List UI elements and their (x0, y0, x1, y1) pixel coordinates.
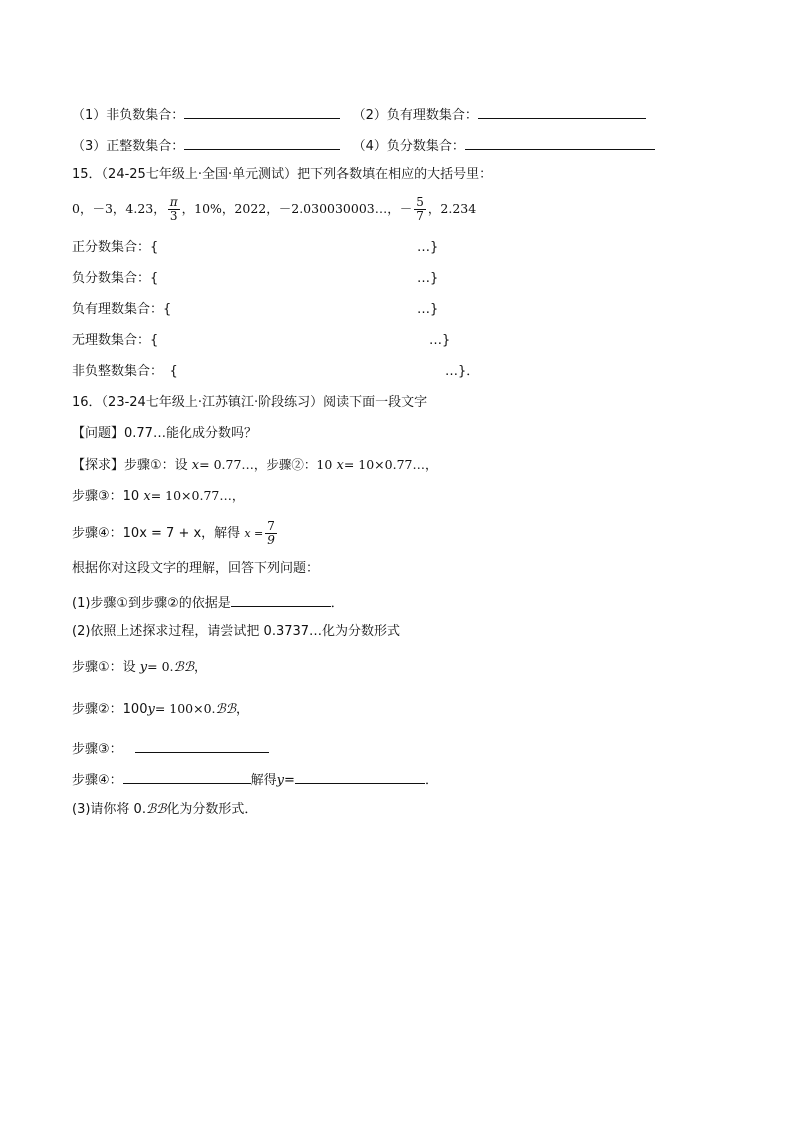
q16-part2-step2 (72, 700, 249, 719)
answer-blank-negative-fraction[interactable] (465, 135, 655, 150)
fraction-numerator: 7 (267, 519, 275, 533)
fraction-5-over-7 (414, 196, 426, 223)
q16-instruction: 根据你对这段文字的理解，回答下列问题： (72, 561, 320, 576)
fraction-pi-over-3 (168, 196, 180, 223)
variable-x: x (191, 458, 200, 473)
q16-step4 (72, 520, 279, 547)
answer-blank-step4[interactable] (123, 769, 251, 784)
comma: ， (193, 660, 207, 675)
q16-part2-step3 (72, 738, 269, 759)
set-label-negative-fraction: （4）负分数集合： (352, 139, 465, 154)
fraction-numerator: 5 (416, 195, 424, 209)
variable-x: x (143, 489, 151, 504)
variable-y: y (276, 773, 285, 788)
variable-x: x (336, 458, 344, 473)
explore-equation: = 0.77…，步骤②：10 (199, 457, 333, 472)
number-list-part-3: ，2.234 (427, 201, 477, 216)
answer-blank-negative-rational[interactable] (478, 104, 646, 119)
fraction-numerator: π (169, 195, 178, 209)
comma: ， (236, 702, 250, 717)
q16-part2-step4 (72, 769, 438, 790)
repeating-decimal-glyph: ℬℬ (173, 660, 194, 675)
variable-y: y (139, 660, 148, 675)
answer-blank-part1[interactable] (231, 592, 331, 607)
step-text: 步骤②：100 (72, 702, 148, 717)
set-label-positive-integer: （3）正整数集合： (72, 139, 185, 154)
set-ellipsis-close: …} (417, 271, 439, 286)
q15-number-list (72, 196, 476, 223)
q16-part3 (72, 801, 257, 819)
solve-text: 解得 (250, 773, 277, 788)
set-negative-rational (72, 301, 439, 319)
part3-text: 化为分数形式． (166, 802, 258, 817)
part1-text: (1)步骤①到步骤②的依据是 (72, 596, 231, 611)
q16-header: 16．（23-24七年级上·江苏镇江·阶段练习）阅读下面一段文字 (72, 395, 428, 410)
set-label-negative-rational: （2）负有理数集合： (352, 108, 478, 123)
set-nonnegative-integer (72, 363, 480, 381)
set-irrational (72, 332, 451, 350)
set-ellipsis-close: …}． (445, 364, 480, 379)
step3-equation: = 10×0.77…， (150, 488, 245, 503)
equals-sign: = (284, 773, 295, 788)
explore-equation: = 10×0.77…， (343, 457, 438, 472)
q16-explore (72, 456, 437, 475)
set-label-nonnegative: （1）非负数集合： (72, 108, 185, 123)
step-equation: = 0. (147, 659, 174, 674)
set-label: 非负整数集合： { (72, 364, 178, 379)
set-ellipsis-close: …} (429, 333, 451, 348)
set-label: 无理数集合：{ (72, 333, 159, 348)
period: ． (424, 773, 438, 788)
set-line-1 (72, 104, 646, 125)
set-label: 正分数集合：{ (72, 240, 159, 255)
part3-text: (3)请你将 0. (72, 802, 146, 817)
q16-part1 (72, 592, 344, 613)
fraction-7-over-9 (265, 520, 277, 547)
answer-blank-y[interactable] (295, 769, 425, 784)
fraction-denominator: 3 (169, 209, 178, 223)
repeating-decimal-glyph: ℬℬ (215, 702, 236, 717)
set-label: 负分数集合：{ (72, 271, 159, 286)
step-equation: = 100×0. (154, 701, 216, 716)
fraction-denominator: 7 (416, 209, 424, 223)
set-line-2 (72, 135, 655, 156)
q16-part2: (2)依照上述探求过程，请尝试把 0.3737…化为分数形式 (72, 624, 401, 639)
step-text: 步骤④： (72, 773, 123, 788)
q16-step3 (72, 487, 244, 506)
set-ellipsis-close: …} (417, 240, 439, 255)
set-positive-fraction (72, 239, 439, 257)
set-negative-fraction (72, 270, 439, 288)
answer-blank-nonnegative[interactable] (184, 104, 340, 119)
step-text: 步骤①：设 (72, 660, 136, 675)
repeating-decimal-glyph: ℬℬ (145, 802, 167, 817)
variable-y: y (147, 702, 155, 717)
answer-blank-positive-integer[interactable] (184, 135, 340, 150)
period: ． (330, 596, 344, 611)
set-ellipsis-close: …} (417, 302, 439, 317)
q15-header: 15．（24-25七年级上·全国·单元测试）把下列各数填在相应的大括号里： (72, 167, 493, 182)
fraction-denominator: 9 (267, 533, 275, 547)
q16-part2-step1 (72, 658, 207, 677)
number-list-part-2: ，10%，2022，－2.030030003…，－ (181, 201, 413, 216)
explore-text: 【探求】步骤①：设 (72, 458, 188, 473)
number-list-part-1: 0，－3，4.23， (72, 201, 166, 216)
step-text: 步骤③： (72, 742, 123, 757)
q16-problem: 【问题】0.77…能化成分数吗？ (72, 426, 257, 441)
step4-text: 步骤④：10x = 7 + x，解得 (72, 526, 241, 541)
variable-x: x = (244, 527, 264, 540)
step3-text: 步骤③：10 (72, 489, 140, 504)
answer-blank-step3[interactable] (135, 738, 269, 753)
set-label: 负有理数集合：{ (72, 302, 172, 317)
